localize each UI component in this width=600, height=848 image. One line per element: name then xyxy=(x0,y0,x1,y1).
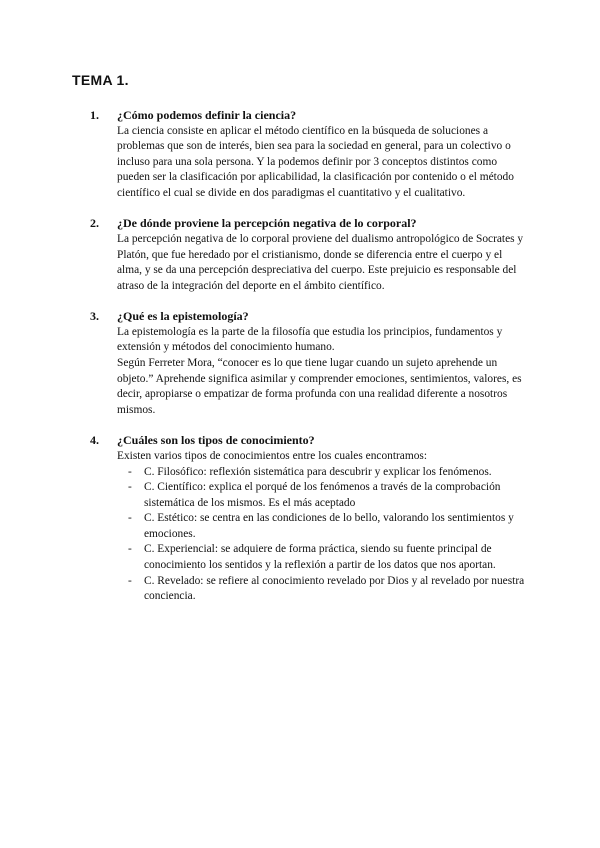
section-paragraph: La percepción negativa de lo corporal proviene del dualismo antropológico de Socrates y Platón, que fue heredado por el cristianismo, donde se diferencia entre el cuerpo y el alma, y se da una percepción despreciativa del cuerpo. Este prejuicio es responsable del atraso de la integración del deporte en el ámbito científico. xyxy=(117,232,524,292)
list-item xyxy=(117,480,530,511)
list-item xyxy=(117,542,530,573)
section-paragraph: Según Ferreter Mora, “conocer es lo que tiene lugar cuando un sujeto aprehende un objeto.” Aprehende significa asimilar y comprender emociones, sentimientos, valores, es decir, apropiarse o empatizar de forma profunda con una realidad diferente a nosotros mismos. xyxy=(117,357,522,416)
list-item-text: C. Filosófico: reflexión sistemática para descubrir y explicar los fenómenos. xyxy=(144,465,492,478)
section-2 xyxy=(90,216,530,294)
bullet-dash: - xyxy=(128,512,132,525)
section-number: 4. xyxy=(90,433,99,448)
knowledge-types-list xyxy=(117,465,530,605)
bullet-dash: - xyxy=(128,543,132,556)
bullet-dash: - xyxy=(128,465,132,478)
sections-list xyxy=(90,108,530,620)
list-item xyxy=(117,511,530,542)
section-4 xyxy=(90,433,530,604)
section-question: ¿Qué es la epistemología? xyxy=(117,309,249,324)
section-number: 1. xyxy=(90,108,99,122)
section-3 xyxy=(90,309,530,418)
list-item-text: C. Revelado: se refiere al conocimiento revelado por Dios y al revelado por nuestra conciencia. xyxy=(144,574,525,603)
section-intro: Existen varios tipos de conocimientos entre los cuales encontramos: xyxy=(117,449,427,462)
section-1 xyxy=(90,108,530,201)
document-title: TEMA 1. xyxy=(72,72,129,88)
section-paragraph: La epistemología es la parte de la filosofía que estudia los principios, fundamentos y extensión y métodos del conocimiento humano. xyxy=(117,325,503,354)
list-item-text: C. Experiencial: se adquiere de forma práctica, siendo su fuente principal de conocimiento los sentidos y la reflexión a partir de los datos que nos aportan. xyxy=(144,543,496,572)
section-number: 2. xyxy=(90,216,99,231)
section-paragraph: La ciencia consiste en aplicar el método científico en la búsqueda de soluciones a problemas que son de interés, bien sea para la sociedad en general, para un colectivo o incluso para una sola persona. Y la podemos definir por 3 conceptos distintos como pueden ser la clasificación por aplicabilidad, la clasificación por contenido o el método científico el cual se divide en dos paradigmas el cuantitativo y el cualitativo. xyxy=(117,124,514,199)
section-number: 3. xyxy=(90,309,99,324)
section-question: ¿De dónde proviene la percepción negativa de lo corporal? xyxy=(117,216,417,231)
section-question: ¿Cuáles son los tipos de conocimiento? xyxy=(117,433,315,448)
list-item xyxy=(117,574,530,605)
bullet-dash: - xyxy=(128,574,132,587)
list-item-text: C. Científico: explica el porqué de los fenómenos a través de la comprobación sistemática de los mismos. Es el más aceptado xyxy=(144,481,501,509)
section-question: ¿Cómo podemos definir la ciencia? xyxy=(117,108,297,122)
bullet-dash: - xyxy=(128,481,132,494)
list-item xyxy=(117,465,530,481)
list-item-text: C. Estético: se centra en las condiciones de lo bello, valorando los sentimientos y emociones. xyxy=(144,512,514,540)
